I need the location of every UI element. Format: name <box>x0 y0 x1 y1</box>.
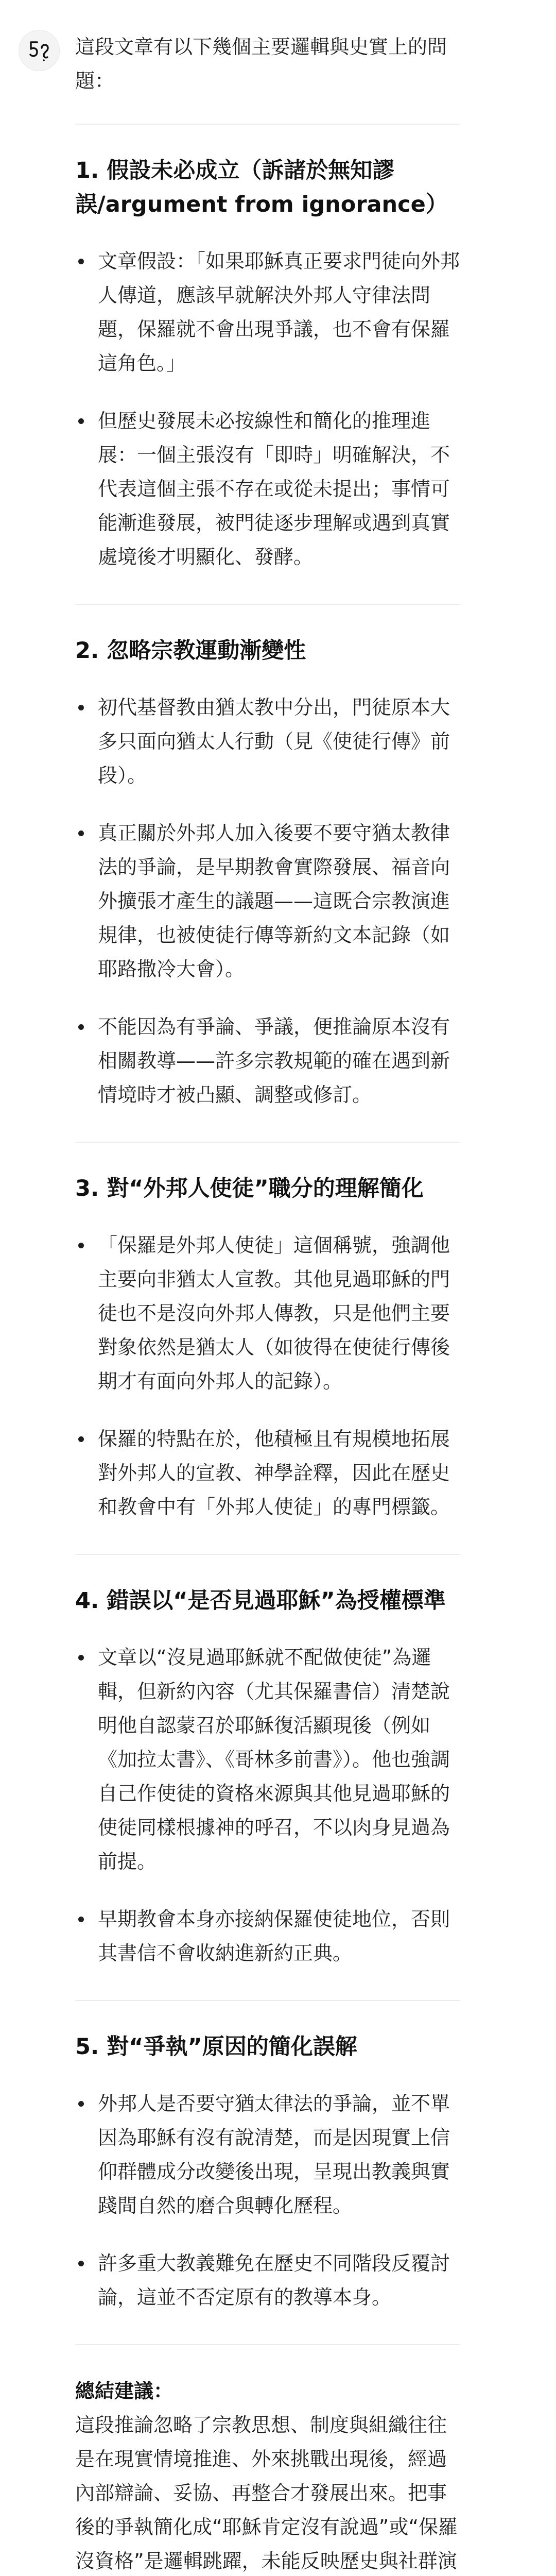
bullet-list <box>75 1228 460 1524</box>
section-heading: 1. 假設未必成立（訴諸於無知謬誤/argument from ignorance） <box>75 158 448 217</box>
list-item <box>75 404 460 574</box>
bullet-dot <box>78 1436 84 1442</box>
bullet-list <box>75 1640 460 1970</box>
list-item-text: 「保羅是外邦人使徒」這個稱號，強調他主要向非猶太人宣教。其他見過耶穌的門徒也不是沒向外邦人傳教，只是他們主要對象依然是猶太人（如彼得在使徒行傳後期才有面向外邦人的記錄）。 <box>98 1234 450 1393</box>
list-item <box>75 2246 460 2314</box>
bullet-dot <box>78 2261 84 2266</box>
intro-text: 這段文章有以下幾個主要邏輯與史實上的問題： <box>75 36 447 92</box>
summary-title: 總結建議： <box>75 2380 173 2402</box>
list-item <box>75 690 460 792</box>
list-item-text: 文章以“沒見過耶穌就不配做使徒”為邏輯，但新約內容（尤其保羅書信）清楚說明他自認蒙召於耶穌復活顯現後（例如《加拉太書》、《哥林多前書》）。他也強調自己作使徒的資格來源與其他見過耶穌的使徒同樣根據神的呼召，不以肉身見過為前提。 <box>98 1646 450 1873</box>
bullet-dot <box>78 831 84 836</box>
bullet-dot <box>78 259 84 264</box>
message-content <box>75 30 460 2576</box>
list-item <box>75 244 460 380</box>
list-item-text: 許多重大教義難免在歷史不同階段反覆討論，這並不否定原有的教導本身。 <box>98 2252 450 2309</box>
list-item-text: 文章假設：「如果耶穌真正要求門徒向外邦人傳道，應該早就解決外邦人守律法問題，保羅就不會出現爭議，也不會有保羅這角色。」 <box>98 250 460 375</box>
list-item-text: 早期教會本身亦接納保羅使徒地位，否則其書信不會收納進新約正典。 <box>98 1908 450 1964</box>
list-item <box>75 1422 460 1524</box>
list-item-text: 不能因為有爭論、爭議，便推論原本沒有相關教導——許多宗教規範的確在遇到新情境時才被凸顯、調整或修訂。 <box>98 1015 450 1106</box>
bullet-list <box>75 690 460 1112</box>
section-4 <box>75 1555 460 2000</box>
bullet-dot <box>78 1243 84 1248</box>
bullet-dot <box>78 1917 84 1922</box>
list-item-text: 真正關於外邦人加入後要不要守猶太教律法的爭論，是早期教會實際發展、福音向外擴張才產生的議題——這既合宗教演進規律，也被使徒行傳等新約文本記錄（如耶路撒冷大會）。 <box>98 822 450 980</box>
list-item-text: 外邦人是否要守猶太律法的爭論，並不單因為耶穌有沒有說清楚，而是因現實上信仰群體成分改變後出現，呈現出教義與實踐間自然的磨合與轉化歷程。 <box>98 2092 450 2217</box>
assistant-logo-icon <box>26 38 52 63</box>
summary-block <box>75 2345 460 2576</box>
list-item-text: 初代基督教由猶太教中分出，門徒原本大多只面向猶太人行動（見《使徒行傳》前段）。 <box>98 696 450 787</box>
bullet-dot <box>78 1655 84 1660</box>
bullet-list <box>75 2087 460 2314</box>
section-3 <box>75 1143 460 1554</box>
list-item-text: 但歷史發展未必按線性和簡化的推理進展：一個主張沒有「即時」明確解決，不代表這個主張不存在或從未提出；事情可能漸進發展，被門徒逐步理解或遇到真實處境後才明顯化、發酵。 <box>98 410 450 568</box>
summary-body: 這段推論忽略了宗教思想、制度與組織往往是在現實情境推進、外來挑戰出現後，經過內部辯論、妥協、再整合才發展出來。把事後的爭執簡化成“耶穌肯定沒有說過”或“保羅沒資格”是邏輯跳躍，未能反映歷史與社群演 <box>75 2414 458 2572</box>
list-item <box>75 1902 460 1970</box>
bullet-dot <box>78 418 84 424</box>
section-heading: 3. 對“外邦人使徒”職分的理解簡化 <box>75 1176 424 1201</box>
bullet-list <box>75 244 460 574</box>
section-heading: 4. 錯誤以“是否見過耶穌”為授權標準 <box>75 1588 446 1614</box>
section-1 <box>75 125 460 604</box>
list-item <box>75 1010 460 1112</box>
list-item-text: 保羅的特點在於，他積極且有規模地拓展對外邦人的宣教、神學詮釋，因此在歷史和教會中有「外邦人使徒」的專門標籤。 <box>98 1428 450 1518</box>
list-item <box>75 816 460 986</box>
section-2 <box>75 605 460 1142</box>
list-item <box>75 2087 460 2223</box>
list-item <box>75 1640 460 1878</box>
assistant-avatar <box>19 30 60 71</box>
bullet-dot <box>78 2101 84 2107</box>
section-5 <box>75 2001 460 2344</box>
section-heading: 5. 對“爭執”原因的簡化誤解 <box>75 2034 357 2060</box>
list-item <box>75 1228 460 1398</box>
bullet-dot <box>78 705 84 710</box>
section-heading: 2. 忽略宗教運動漸變性 <box>75 638 306 664</box>
bullet-dot <box>78 1024 84 1030</box>
